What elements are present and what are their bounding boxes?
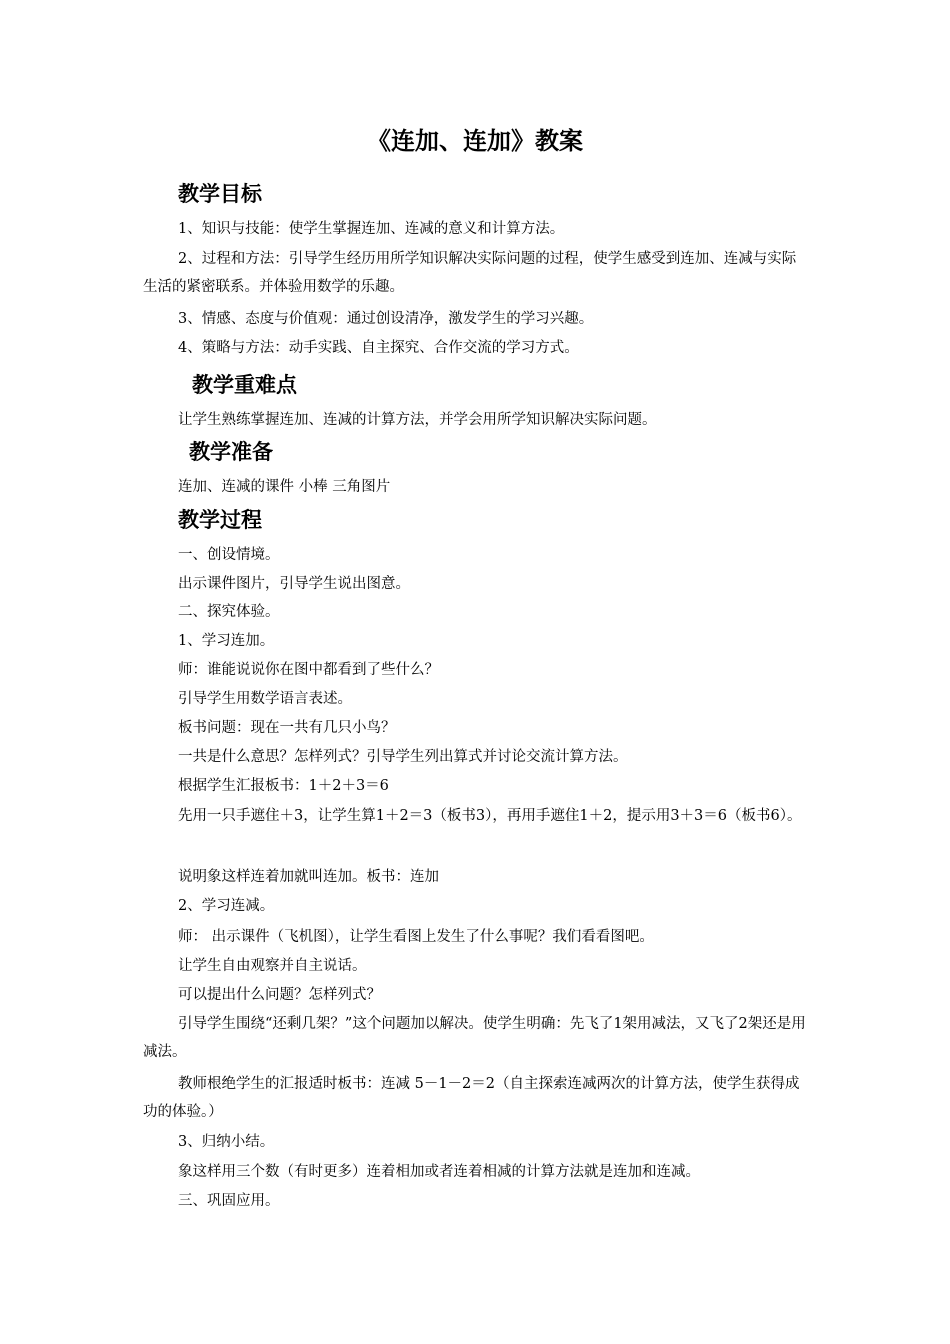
goal-item: 3、情感、态度与价值观：通过创设清净，激发学生的学习兴趣。: [178, 311, 594, 327]
process-line: 象这样用三个数（有时更多）连着相加或者连着相减的计算方法就是连加和连减。: [178, 1164, 700, 1180]
process-line: 1、学习连加。: [178, 633, 275, 649]
process-line: 让学生自由观察并自主说话。: [178, 958, 367, 974]
process-line: 根据学生汇报板书：1＋2＋3＝6: [178, 778, 389, 794]
page-title: 《连加、连加》教案: [367, 127, 583, 155]
process-line: 出示课件图片，引导学生说出图意。: [178, 576, 410, 592]
keypoints-text: 让学生熟练掌握连加、连减的计算方法，并学会用所学知识解决实际问题。: [178, 412, 657, 428]
process-line: 2、学习连减。: [178, 898, 275, 914]
section-heading-goals: 教学目标: [178, 182, 262, 206]
process-line: 可以提出什么问题？怎样列式？: [178, 987, 381, 1003]
process-line: 说明象这样连着加就叫连加。板书：连加: [178, 869, 439, 885]
section-heading-process: 教学过程: [178, 508, 262, 532]
process-line: 引导学生围绕“还剩几架？”这个问题加以解决。使学生明确：先飞了1架用减法，又飞了2架还是用减法。: [143, 1016, 806, 1060]
goal-item: 1、知识与技能：使学生掌握连加、连减的意义和计算方法。: [178, 221, 565, 237]
process-line: 先用一只手遮住＋3，让学生算1＋2＝3（板书3），再用手遮住1＋2，提示用3＋3＝6（板书6）。: [178, 808, 802, 824]
process-line: 师：谁能说说你在图中都看到了些什么？: [178, 662, 439, 678]
process-line: 板书问题：现在一共有几只小鸟？: [178, 720, 396, 736]
section-heading-keypoints: 教学重难点: [192, 373, 297, 397]
process-line: 教师根绝学生的汇报适时板书：连减 5－1－2＝2（自主探索连减两次的计算方法，使学生获得成功的体验。）: [143, 1076, 800, 1120]
goal-item: 2、过程和方法：引导学生经历用所学知识解决实际问题的过程，使学生感受到连加、连减与实际生活的紧密联系。并体验用数学的乐趣。: [143, 251, 797, 295]
section-heading-prep: 教学准备: [189, 440, 273, 464]
process-line: 3、归纳小结。: [178, 1134, 275, 1150]
process-line: 三、巩固应用。: [178, 1193, 280, 1209]
process-line: 引导学生用数学语言表述。: [178, 691, 352, 707]
process-line: 一、创设情境。: [178, 547, 280, 563]
process-line: 二、探究体验。: [178, 604, 280, 620]
process-line: 师： 出示课件（飞机图），让学生看图上发生了什么事呢？我们看看图吧。: [178, 929, 654, 945]
goal-item: 4、策略与方法：动手实践、自主探究、合作交流的学习方式。: [178, 340, 579, 356]
process-line: 一共是什么意思？怎样列式？引导学生列出算式并讨论交流计算方法。: [178, 749, 628, 765]
prep-text: 连加、连减的课件 小棒 三角图片: [178, 479, 391, 495]
